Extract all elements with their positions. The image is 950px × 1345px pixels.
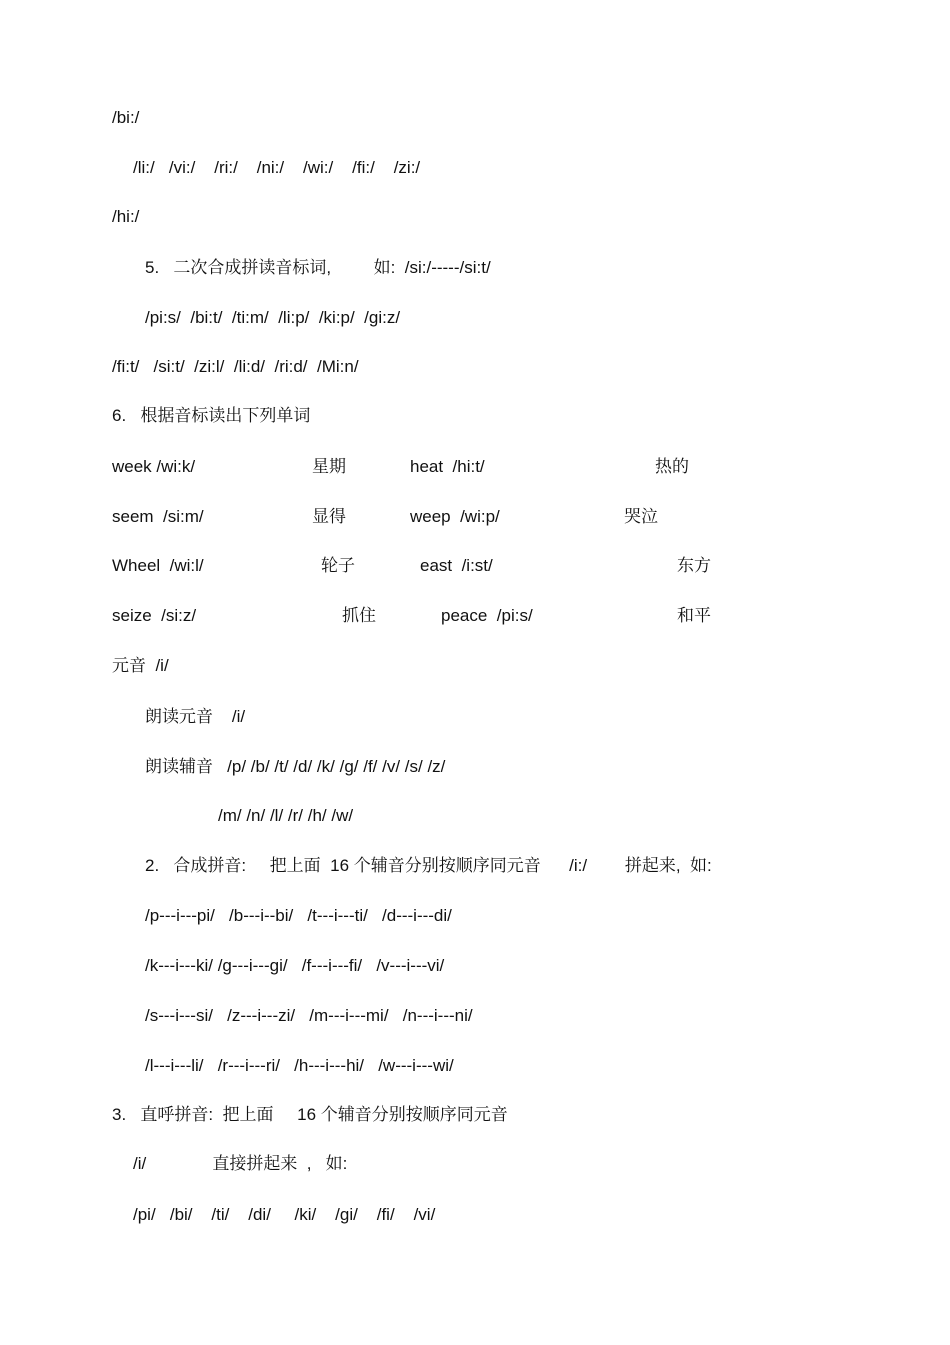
vocab-meaning: 东方 bbox=[677, 556, 711, 575]
vocab-word: weep /wi:p/ bbox=[410, 507, 500, 526]
vocab-meaning: 热的 bbox=[655, 457, 689, 476]
vocab-meaning: 星期 bbox=[312, 457, 346, 476]
vocab-word: east /i:st/ bbox=[420, 556, 493, 575]
vocab-meaning: 显得 bbox=[312, 507, 346, 526]
text-line: /pi/ /bi/ /ti/ /di/ /ki/ /gi/ /fi/ /vi/ bbox=[133, 1205, 436, 1224]
text-line: /s---i---si/ /z---i---zi/ /m---i---mi/ /n---i---ni/ bbox=[145, 1006, 473, 1025]
section-heading: 6. 根据音标读出下列单词 bbox=[112, 406, 311, 425]
vocab-meaning: 轮子 bbox=[321, 556, 355, 575]
text-line: /l---i---li/ /r---i---ri/ /h---i---hi/ /w---i---wi/ bbox=[145, 1056, 454, 1075]
text-line: 5. 二次合成拼读音标词, 如: /si:/-----/si:t/ bbox=[145, 258, 491, 277]
text-line: /li:/ /vi:/ /ri:/ /ni:/ /wi:/ /fi:/ /zi:/ bbox=[133, 158, 421, 177]
text-line: /bi:/ bbox=[112, 108, 140, 127]
text-line: 朗读元音 /i/ bbox=[145, 707, 246, 726]
vocab-word: seem /si:m/ bbox=[112, 507, 204, 526]
text-line: 2. 合成拼音: 把上面 16 个辅音分别按顺序同元音 /i:/ 拼起来, 如: bbox=[145, 856, 712, 875]
vocab-meaning: 哭泣 bbox=[624, 507, 658, 526]
text-line: /pi:s/ /bi:t/ /ti:m/ /li:p/ /ki:p/ /gi:z/ bbox=[145, 308, 401, 327]
vocab-meaning: 和平 bbox=[677, 606, 711, 625]
vocab-word: heat /hi:t/ bbox=[410, 457, 485, 476]
text-line: 朗读辅音 /p/ /b/ /t/ /d/ /k/ /g/ /f/ /v/ /s/ /z/ bbox=[145, 757, 446, 776]
text-line: /hi:/ bbox=[112, 207, 140, 226]
vocab-word: Wheel /wi:l/ bbox=[112, 556, 204, 575]
text-line: /fi:t/ /si:t/ /zi:l/ /li:d/ /ri:d/ /Mi:n/ bbox=[112, 357, 359, 376]
text-line: /m/ /n/ /l/ /r/ /h/ /w/ bbox=[218, 806, 354, 825]
text-line: 元音 /i/ bbox=[112, 656, 169, 675]
vocab-word: week /wi:k/ bbox=[112, 457, 196, 476]
section-heading: 3. 直呼拼音: 把上面 16 个辅音分别按顺序同元音 bbox=[112, 1105, 508, 1124]
vocab-word: seize /si:z/ bbox=[112, 606, 197, 625]
text-line: /p---i---pi/ /b---i--bi/ /t---i---ti/ /d---i---di/ bbox=[145, 906, 452, 925]
text-line: /k---i---ki/ /g---i---gi/ /f---i---fi/ /v---i---vi/ bbox=[145, 956, 445, 975]
vocab-word: peace /pi:s/ bbox=[441, 606, 533, 625]
vocab-meaning: 抓住 bbox=[342, 606, 376, 625]
text-line: /i/ 直接拼起来 , 如: bbox=[133, 1154, 348, 1173]
